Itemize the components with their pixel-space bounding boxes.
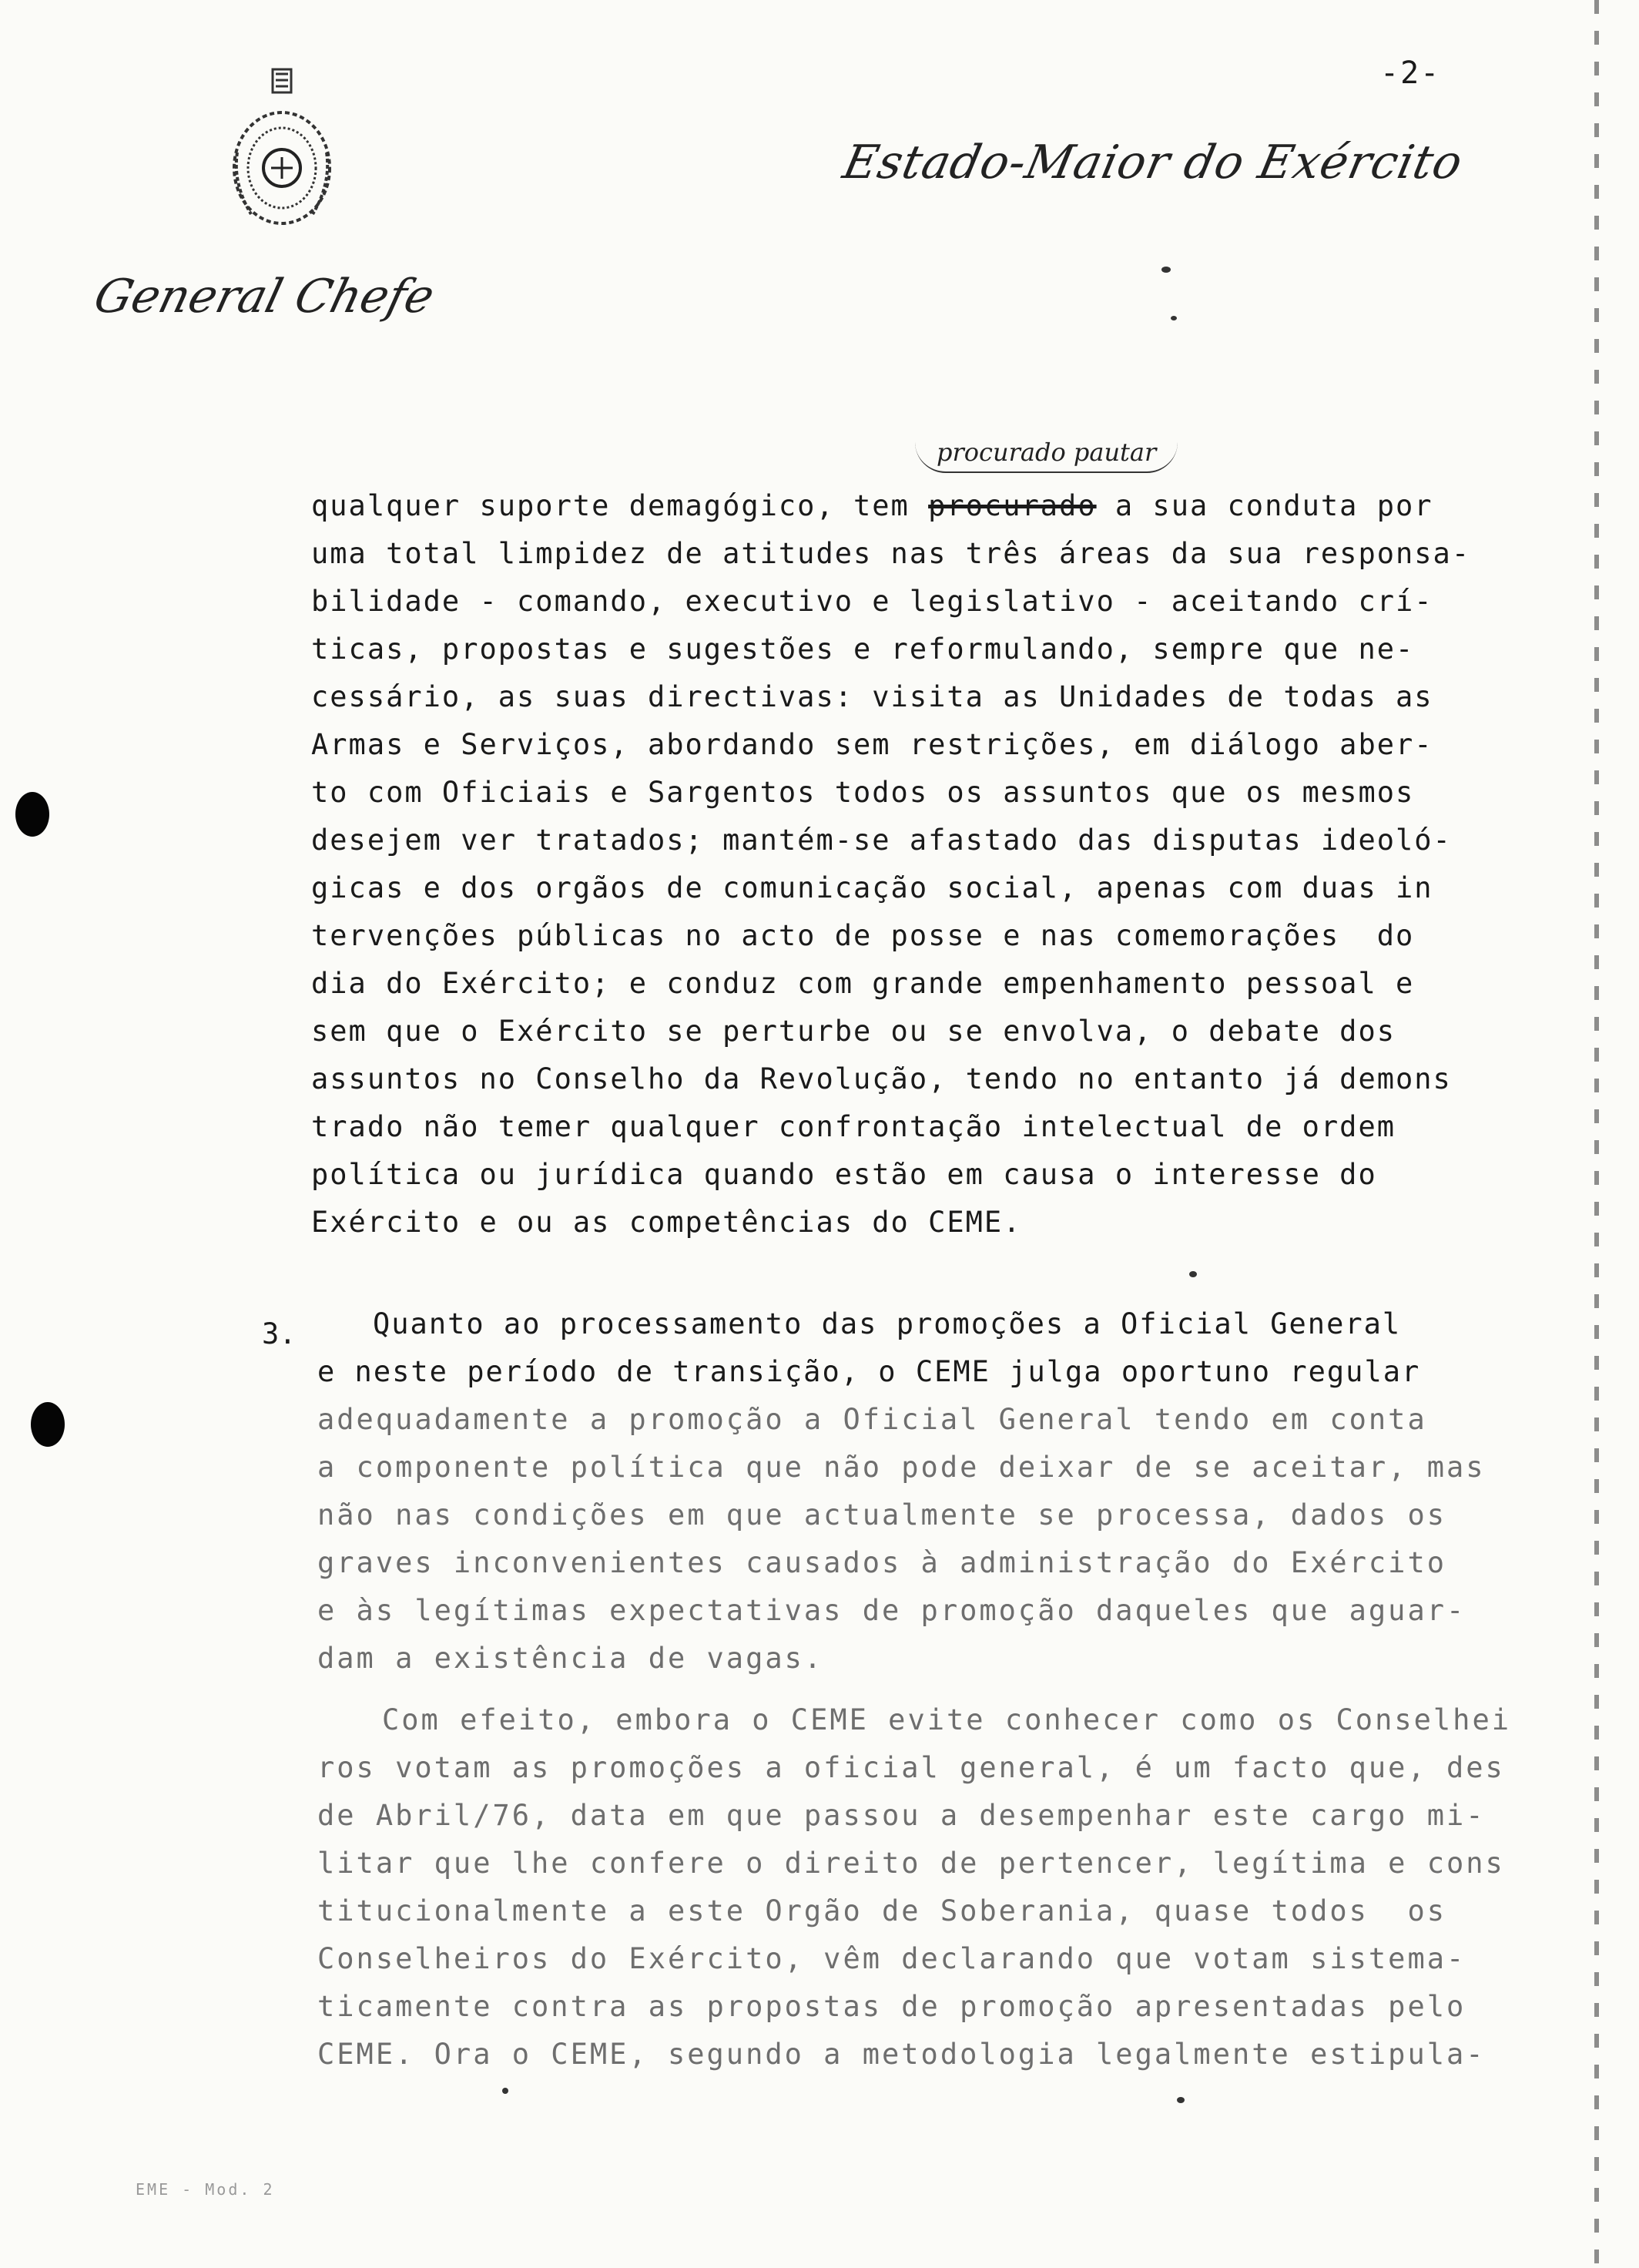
text-line: qualquer suporte demagógico, tem procurado a sua conduta por (311, 489, 1433, 522)
text-line: Armas e Serviços, abordando sem restrições, em diálogo aber- (311, 728, 1433, 761)
text-line: Exército e ou as competências do CEME. (311, 1206, 1022, 1239)
scan-speck (1189, 1271, 1197, 1277)
text-line: Conselheiros do Exército, vêm declarando que votam sistema- (317, 1942, 1466, 1975)
struck-word: procurado (928, 489, 1097, 522)
punch-hole (15, 792, 49, 837)
text-line: ticamente contra as propostas de promoção apresentadas pelo (317, 1990, 1466, 2023)
text-line: trado não temer qualquer confrontação intelectual de ordem (311, 1110, 1396, 1143)
text-line: uma total limpidez de atitudes nas três áreas da sua responsa- (311, 537, 1471, 570)
scan-speck (1177, 2097, 1185, 2103)
text-line: graves inconvenientes causados à administração do Exército (317, 1546, 1447, 1579)
text-line: dia do Exército; e conduz com grande empenhamento pessoal e (311, 967, 1415, 1000)
text-line: gicas e dos orgãos de comunicação social, apenas com duas in (311, 871, 1433, 904)
text-line: de Abril/76, data em que passou a desempenhar este cargo mi- (317, 1799, 1486, 1832)
text-line: ticas, propostas e sugestões e reformulando, sempre que ne- (311, 632, 1415, 666)
page-number: -2- (1380, 55, 1441, 91)
signatory-title: General Chefe (89, 270, 440, 324)
text-line: e neste período de transição, o CEME julga oportuno regular (317, 1355, 1421, 1388)
text-line: não nas condições em que actualmente se processa, dados os (317, 1498, 1447, 1532)
text-line: desejem ver tratados; mantém-se afastado das disputas ideoló- (311, 824, 1452, 857)
punch-hole (31, 1402, 65, 1447)
paragraph-number: 3. (262, 1317, 297, 1350)
scan-speck (1171, 316, 1177, 320)
scan-speck (1161, 267, 1171, 273)
letterhead-title: Estado-Maior do Exército (838, 136, 1468, 190)
page-edge-shadow (1594, 0, 1599, 2268)
text-line: a componente política que não pode deixar de se aceitar, mas (317, 1451, 1486, 1484)
text-line: assuntos no Conselho da Revolução, tendo no entanto já demons (311, 1062, 1452, 1095)
handwritten-annotation: procurado pautar (915, 438, 1178, 473)
text-line: titucionalmente a este Orgão de Soberania, quase todos os (317, 1894, 1447, 1927)
text-line: tervenções públicas no acto de posse e nas comemorações do (311, 919, 1415, 952)
text-line: Com efeito, embora o CEME evite conhecer como os Conselhei (382, 1703, 1512, 1736)
footer-form-code: EME - Mod. 2 (136, 2180, 275, 2199)
text-line: adequadamente a promoção a Oficial General tendo em conta (317, 1403, 1427, 1436)
text-line: to com Oficiais e Sargentos todos os assuntos que os mesmos (311, 776, 1415, 809)
text-line: dam a existência de vagas. (317, 1642, 824, 1675)
scan-speck (502, 2088, 508, 2094)
text-line: sem que o Exército se perturbe ou se envolva, o debate dos (311, 1015, 1396, 1048)
text-line: CEME. Ora o CEME, segundo a metodologia legalmente estipula- (317, 2038, 1486, 2071)
text-line: litar que lhe confere o direito de pertencer, legítima e cons (317, 1847, 1505, 1880)
text-line: política ou jurídica quando estão em causa o interesse do (311, 1158, 1377, 1191)
text-line: cessário, as suas directivas: visita as Unidades de todas as (311, 680, 1433, 713)
text-line: bilidade - comando, executivo e legislativo - aceitando crí- (311, 585, 1433, 618)
text-line: Quanto ao processamento das promoções a Oficial General (373, 1307, 1402, 1340)
text-line: ros votam as promoções a oficial general, é um facto que, des (317, 1751, 1505, 1784)
text-line: e às legítimas expectativas de promoção daqueles que aguar- (317, 1594, 1466, 1627)
coat-of-arms-seal (228, 68, 336, 230)
